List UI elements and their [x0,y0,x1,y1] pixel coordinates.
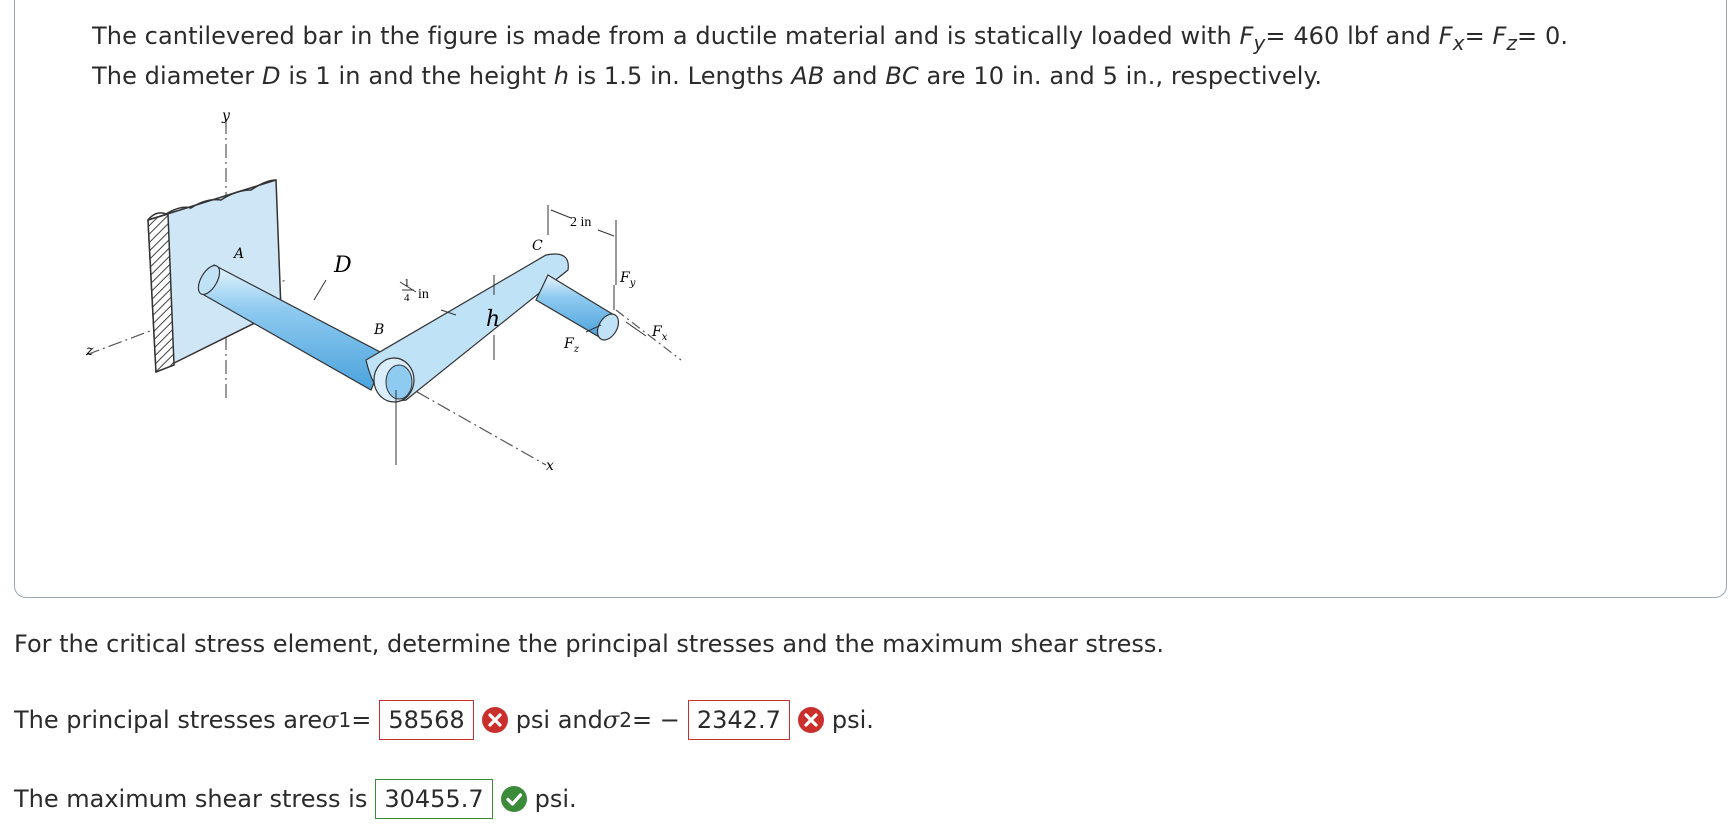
label-b: B [374,322,385,338]
max-shear-answer-field[interactable]: 30455.7 [375,779,492,819]
incorrect-icon [798,707,824,733]
label-h: h [486,307,501,332]
label-two-in: 2 in [570,215,592,230]
fy-symbol: F [1239,22,1254,50]
text: is 1 in and the height [280,62,554,90]
equals: = [351,706,372,734]
x-axis [396,380,546,465]
ab-symbol: AB [791,62,825,90]
incorrect-icon [482,707,508,733]
label-y: y [222,110,230,124]
label-fz: $F_z$ [564,336,579,355]
fx-symbol: F [1438,22,1453,50]
c-axis [616,310,681,360]
text: = [1464,22,1493,50]
sigma-symbol: σ [602,706,620,734]
d-symbol: D [262,62,281,90]
principal-stress-row: The principal stresses are σ 1 = 58568 psi and σ 2 = − 2342.7 psi. [14,700,874,740]
sigma-symbol: σ [322,706,339,734]
cantilever-figure [86,110,786,530]
text: are 10 in. and 5 in., respectively. [918,62,1323,90]
question-text: For the critical stress element, determine the principal stresses and the maximum shear stress. [14,630,1165,658]
bc-symbol: BC [885,62,919,90]
label-quarter-unit: in [418,287,429,302]
cantilever-diagram [86,110,786,530]
label-quarter-den: 4 [404,292,410,304]
h-symbol: h [553,62,570,90]
sigma1-answer-field[interactable]: 58568 [379,700,473,740]
principal-suffix: psi. [831,706,874,734]
max-shear-row [14,779,577,819]
text: The diameter [92,62,262,90]
principal-mid: psi and [515,706,603,734]
fx-sub: x [1452,31,1465,55]
shear-prefix: The maximum shear stress is [14,785,368,813]
fz-symbol: F [1492,22,1507,50]
sigma2-answer-field[interactable]: 2342.7 [688,700,790,740]
text: is 1.5 in. Lengths [569,62,792,90]
principal-prefix: The principal stresses are [14,706,323,734]
text: = 0. [1517,22,1569,50]
label-a: A [234,246,245,262]
label-z: z [86,343,94,359]
label-fx: $F_x$ [652,324,668,343]
fy-sub: y [1253,31,1266,55]
label-quarter-num: 1 [404,277,410,289]
label-fy: $F_y$ [620,270,636,289]
correct-icon [501,786,527,812]
problem-statement [92,16,1692,96]
label-c: C [532,238,543,254]
label-x: x [546,458,554,474]
statement-line-1 [92,16,1692,56]
text: and [824,62,886,90]
text: The cantilevered bar in the figure is made from a ductile material and is statically loaded with [92,22,1240,50]
fz-sub: z [1506,31,1518,55]
text: = 460 lbf and [1265,22,1439,50]
label-d: D [334,253,352,278]
equals-minus: = − [632,706,680,734]
statement-line-2 [92,56,1692,96]
shear-suffix: psi. [534,785,577,813]
